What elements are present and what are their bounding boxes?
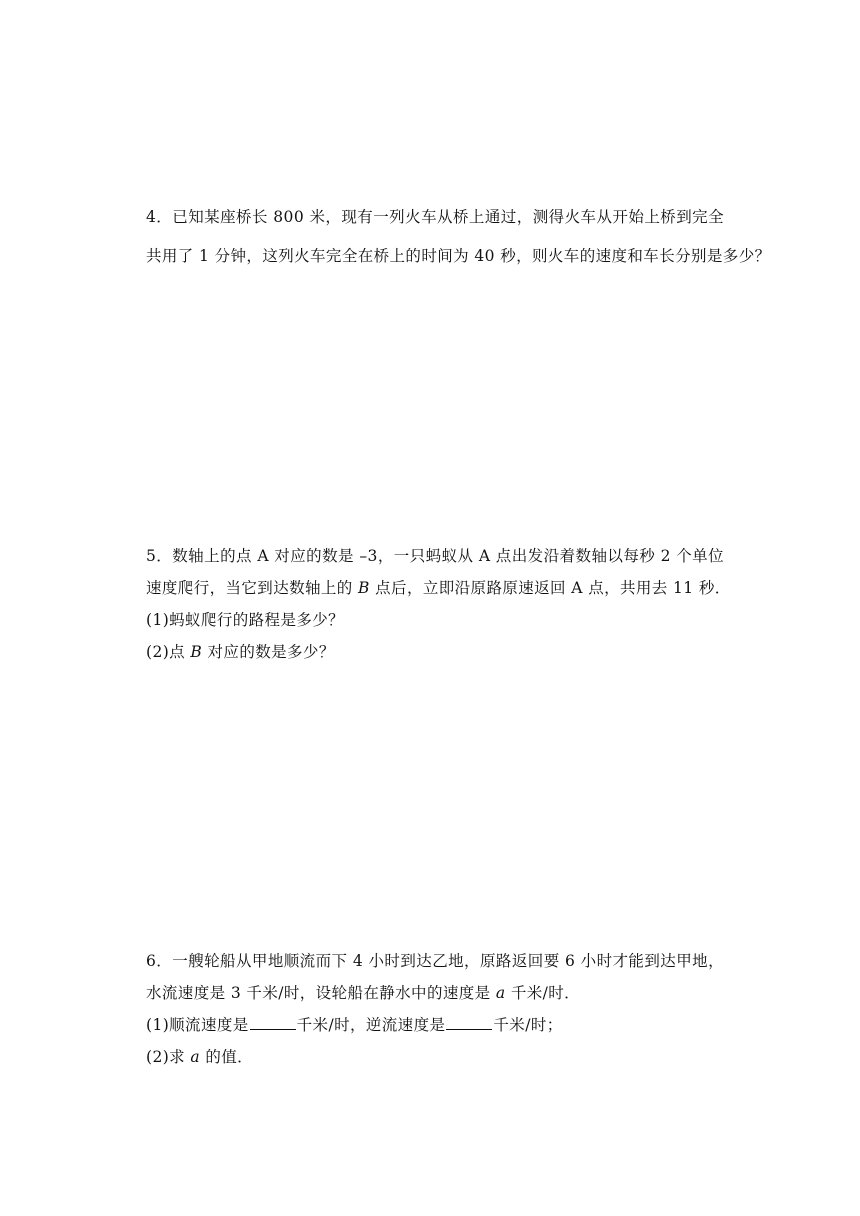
variable-a: a [495,984,506,1002]
problem-6-line-1: 6．一艘轮船从甲地顺流而下 4 小时到达乙地，原路返回要 6 小时才能到达甲地， [146,952,724,970]
answer-blank-downstream[interactable] [250,1015,296,1030]
problem-5-line-2-text-a: 速度爬行，当它到达数轴上的 [146,579,359,597]
problem-5-subquestion-1: (1)蚂蚁爬行的路程是多少？ [146,611,345,629]
problem-5-subquestion-2 [146,641,724,663]
problem-6-subquestion-1 [146,1014,724,1036]
problem-6-sub2-text-c: 的值． [200,1048,254,1066]
problem-4-line-2: 共用了 1 分钟，这列火车完全在桥上的时间为 40 秒，则火车的速度和车长分别是多少？ [146,247,771,265]
problem-6-sub1-text-a: (1)顺流速度是 [146,1016,249,1034]
problem-6-subquestion-2 [146,1046,724,1068]
point-b-label: B [190,643,203,661]
answer-blank-upstream[interactable] [446,1015,492,1030]
problem-6-sub2-text-a: (2)求 [146,1048,191,1066]
problem-5-line-2-text-c: 点后，立即沿原路原速返回 A 点，共用去 11 秒． [369,579,731,597]
problem-6 [146,950,724,1068]
problem-4 [146,206,771,267]
problem-6-line-2 [146,982,724,1004]
problem-5 [146,545,731,663]
problem-5-sub2-text-c: 对应的数是多少？ [202,643,335,661]
problem-5-line-2 [146,577,731,599]
problem-6-sub1-text-b: 千米/时，逆流速度是 [296,1016,446,1034]
problem-5-line-1: 5．数轴上的点 A 对应的数是 –3，一只蚂蚁从 A 点出发沿着数轴以每秒 2 个单位 [146,547,724,565]
variable-a: a [190,1048,201,1066]
problem-5-sub2-text-a: (2)点 [146,643,191,661]
problem-4-line-1: 4．已知某座桥长 800 米，现有一列火车从桥上通过，测得火车从开始上桥到完全 [146,208,724,226]
problem-6-sub1-text-c: 千米/时； [493,1016,563,1034]
problem-6-line-2-text-c: 千米/时． [505,984,581,1002]
problem-6-line-2-text-a: 水流速度是 3 千米/时，设轮船在静水中的速度是 [146,984,496,1002]
point-b-label: B [358,579,370,597]
